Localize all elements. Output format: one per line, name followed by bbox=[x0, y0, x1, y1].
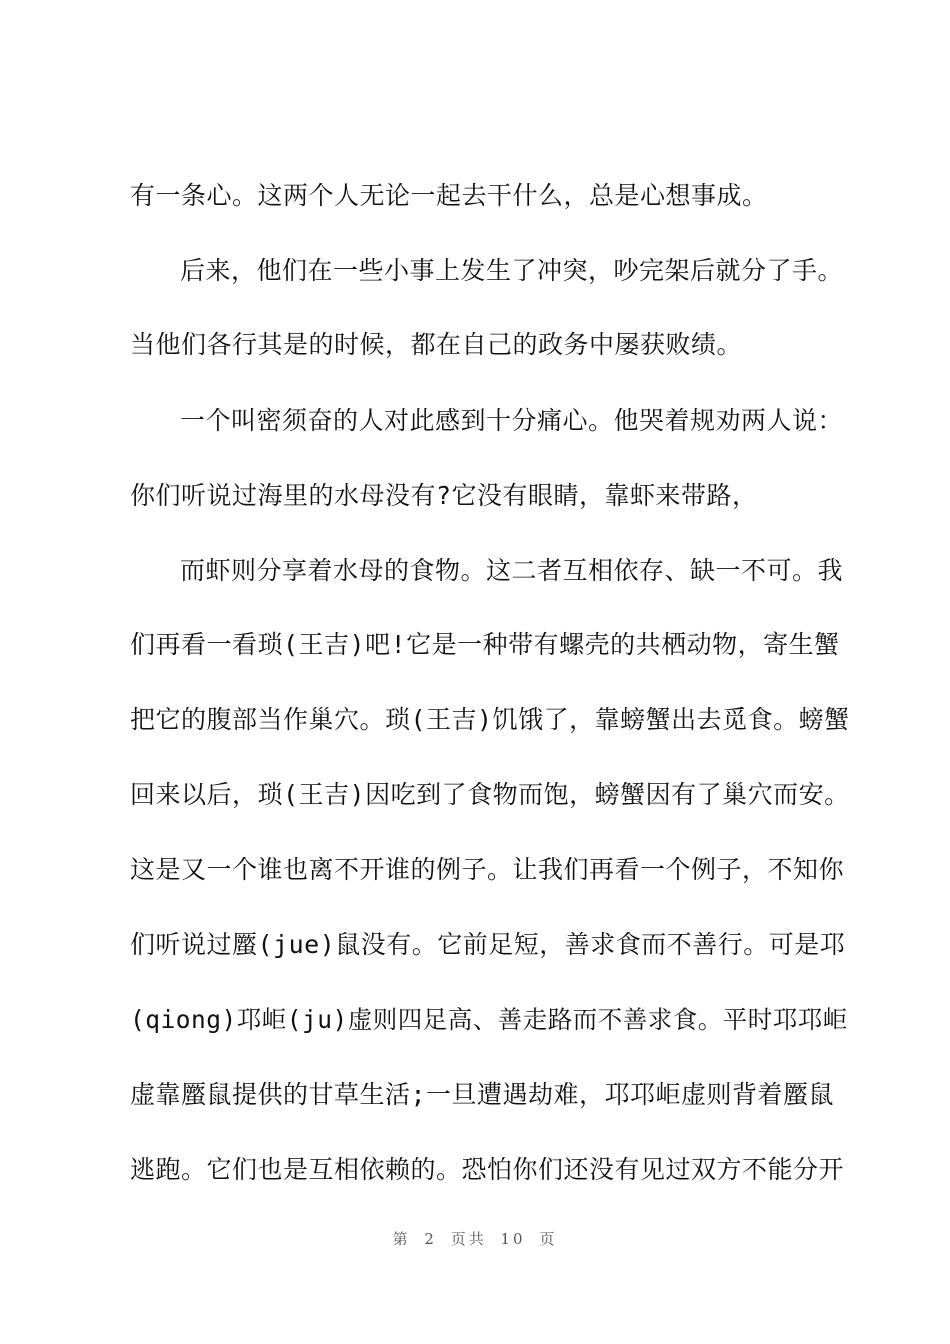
text-line-8: 把它的腹部当作巢穴。琐(王吉)饥饿了，靠螃蟹出去觅食。螃蟹 bbox=[130, 705, 850, 734]
text-line-11: 们听说过蟨(jue)鼠没有。它前足短，善求食而不善行。可是邛 bbox=[130, 930, 846, 959]
page-number-footer: 第 2 页共 10 页 bbox=[392, 1230, 558, 1248]
text-line-7: 们再看一看琐(王吉)吧!它是一种带有螺壳的共栖动物，寄生蟹 bbox=[130, 630, 840, 659]
text-line-1: 有一条心。这两个人无论一起去干什么，总是心想事成。 bbox=[130, 181, 768, 210]
text-line-4: 一个叫密须奋的人对此感到十分痛心。他哭着规劝两人说： bbox=[180, 406, 844, 435]
text-line-3: 当他们各行其是的时候，都在自己的政务中屡获败绩。 bbox=[130, 330, 743, 359]
text-line-5: 你们听说过海里的水母没有?它没有眼睛，靠虾来带路， bbox=[130, 481, 758, 510]
text-line-9: 回来以后，琐(王吉)因吃到了食物而饱，螃蟹因有了巢穴而安。 bbox=[130, 780, 850, 809]
text-line-2: 后来，他们在一些小事上发生了冲突，吵完架后就分了手。 bbox=[180, 256, 844, 285]
text-line-10: 这是又一个谁也离不开谁的例子。让我们再看一个例子，不知你 bbox=[130, 855, 845, 884]
text-line-6: 而虾则分享着水母的食物。这二者互相依存、缺一不可。我 bbox=[180, 556, 844, 585]
text-line-14: 逃跑。它们也是互相依赖的。恐怕你们还没有见过双方不能分开 bbox=[130, 1155, 845, 1184]
text-line-13: 虚靠蟨鼠提供的甘草生活;一旦遭遇劫难，邛邛岠虚则背着蟨鼠 bbox=[130, 1080, 835, 1109]
text-line-12: (qiong)邛岠(ju)虚则四足高、善走路而不善求食。平时邛邛岠 bbox=[130, 1005, 848, 1034]
